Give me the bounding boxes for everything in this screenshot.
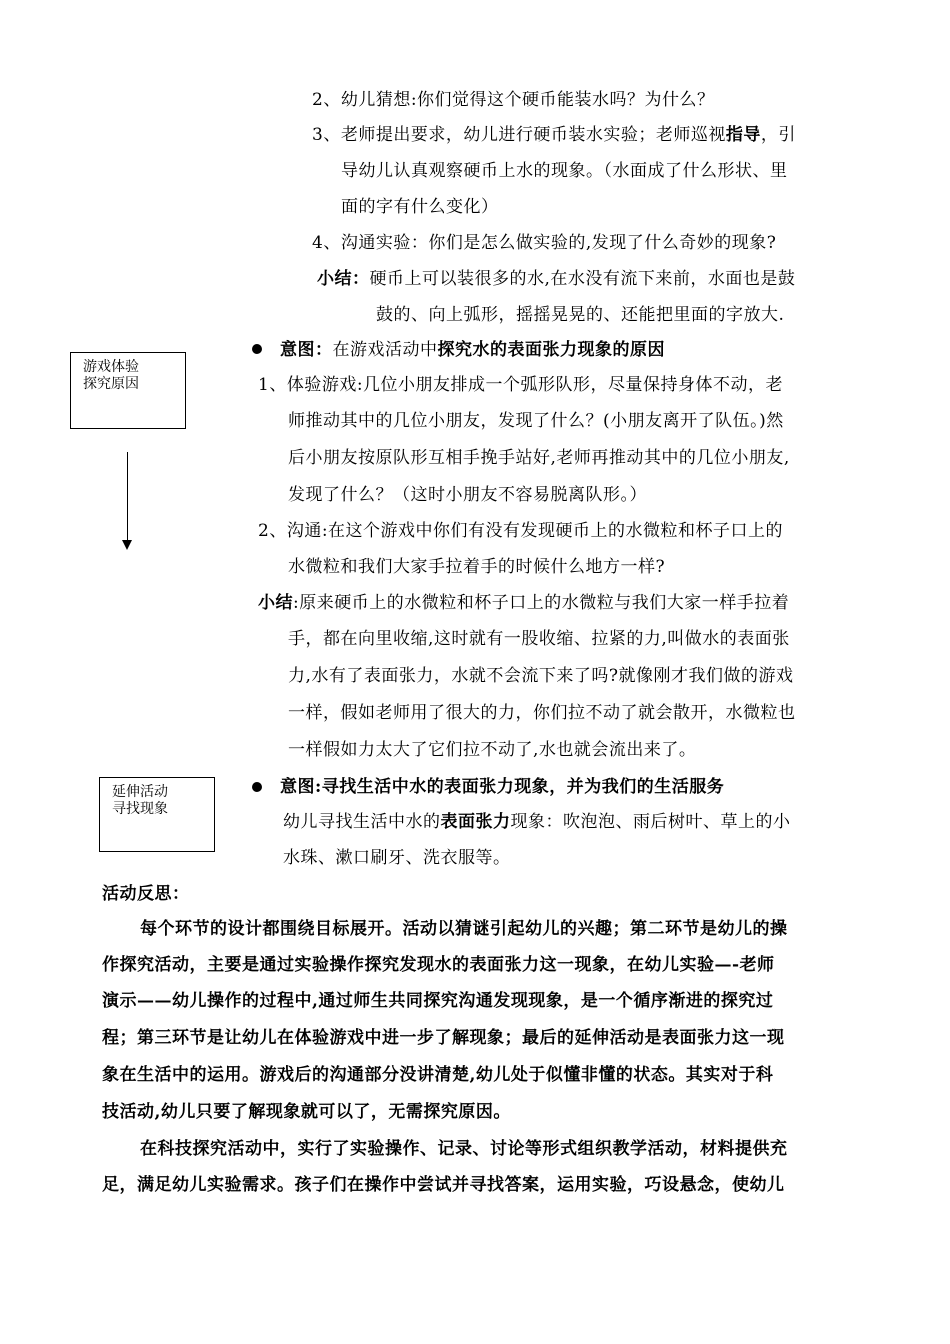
step-3-line2: 导幼儿认真观察硬币上水的现象。（水面成了什么形状、里 (341, 161, 788, 181)
extension-line2: 水珠、漱口刷牙、洗衣服等。 (283, 848, 511, 868)
reflection-p1-line6: 技活动,幼儿只要了解现象就可以了，无需探究原因。 (102, 1102, 511, 1122)
summary-a-line1: 小结：硬币上可以装很多的水,在水没有流下来前，水面也是鼓 (317, 269, 796, 289)
stage-box-extension: 延伸活动 寻找现象 (99, 777, 215, 852)
game-line3: 后小朋友按原队形互相手挽手站好,老师再推动其中的几位小朋友, (288, 448, 790, 468)
game-line2: 师推动其中的几位小朋友，发现了什么？(小朋友离开了队伍。)然 (288, 411, 784, 431)
reflection-p1-line3: 演示——幼儿操作的过程中,通过师生共同探究沟通发现现象，是一个循序渐进的探究过 (102, 991, 774, 1011)
bullet-icon (252, 782, 262, 792)
intent-b: 意图：在游戏活动中探究水的表面张力现象的原因 (280, 340, 665, 360)
summary-b-line1: 小结:原来硬币上的水微粒和杯子口上的水微粒与我们大家一样手拉着 (258, 593, 790, 613)
summary-b-line3: 力,水有了表面张力，水就不会流下来了吗?就像刚才我们做的游戏 (288, 666, 794, 686)
reflection-p1-line2: 作探究活动，主要是通过实验操作探究发现水的表面张力这一现象，在幼儿实验—-老师 (102, 955, 775, 975)
step-4-communicate: 4、沟通实验：你们是怎么做实验的,发现了什么奇妙的现象? (312, 233, 777, 253)
reflection-p2-line2: 足，满足幼儿实验需求。孩子们在操作中尝试并寻找答案，运用实验，巧设悬念，使幼儿 (102, 1175, 785, 1195)
communicate-line1: 2、沟通:在这个游戏中你们有没有发现硬币上的水微粒和杯子口上的 (258, 521, 784, 541)
bullet-icon (252, 344, 262, 354)
game-line4: 发现了什么？（这时小朋友不容易脱离队形。） (288, 485, 647, 505)
step-2-guess: 2、幼儿猜想:你们觉得这个硬币能装水吗？为什么？ (312, 90, 715, 110)
reflection-p1-line1: 每个环节的设计都围绕目标展开。活动以猜谜引起幼儿的兴趣；第二环节是幼儿的操 (140, 919, 788, 939)
reflection-title: 活动反思： (102, 884, 190, 904)
reflection-p2-line1: 在科技探究活动中，实行了实验操作、记录、讨论等形式组织教学活动，材料提供充 (140, 1139, 788, 1159)
summary-b-line5: 一样假如力太大了它们拉不动了,水也就会流出来了。 (288, 740, 697, 760)
summary-a-line2: 鼓的、向上弧形，摇摇晃晃的、还能把里面的字放大. (376, 305, 785, 325)
summary-b-line2: 手，都在向里收缩,这时就有一股收缩、拉紧的力,叫做水的表面张 (288, 629, 790, 649)
flow-arrow-head-icon (122, 540, 132, 550)
flow-arrow-line (127, 452, 128, 540)
communicate-line2: 水微粒和我们大家手拉着手的时候什么地方一样? (288, 557, 666, 577)
extension-line1: 幼儿寻找生活中水的表面张力现象：吹泡泡、雨后树叶、草上的小 (283, 812, 791, 832)
step-3-line1: 3、老师提出要求，幼儿进行硬币装水实验；老师巡视指导，引 (312, 125, 796, 145)
game-line1: 1、体验游戏:几位小朋友排成一个弧形队形，尽量保持身体不动，老 (258, 375, 784, 395)
reflection-p1-line5: 象在生活中的运用。游戏后的沟通部分没讲清楚,幼儿处于似懂非懂的状态。其实对于科 (102, 1065, 774, 1085)
summary-b-line4: 一样，假如老师用了很大的力，你们拉不动了就会散开，水微粒也 (288, 703, 796, 723)
reflection-p1-line4: 程；第三环节是让幼儿在体验游戏中进一步了解现象；最后的延伸活动是表面张力这一现 (102, 1028, 785, 1048)
intent-c: 意图:寻找生活中水的表面张力现象，并为我们的生活服务 (280, 777, 725, 797)
step-3-line3: 面的字有什么变化） (341, 197, 499, 217)
stage-box-game: 游戏体验 探究原因 (70, 352, 186, 429)
